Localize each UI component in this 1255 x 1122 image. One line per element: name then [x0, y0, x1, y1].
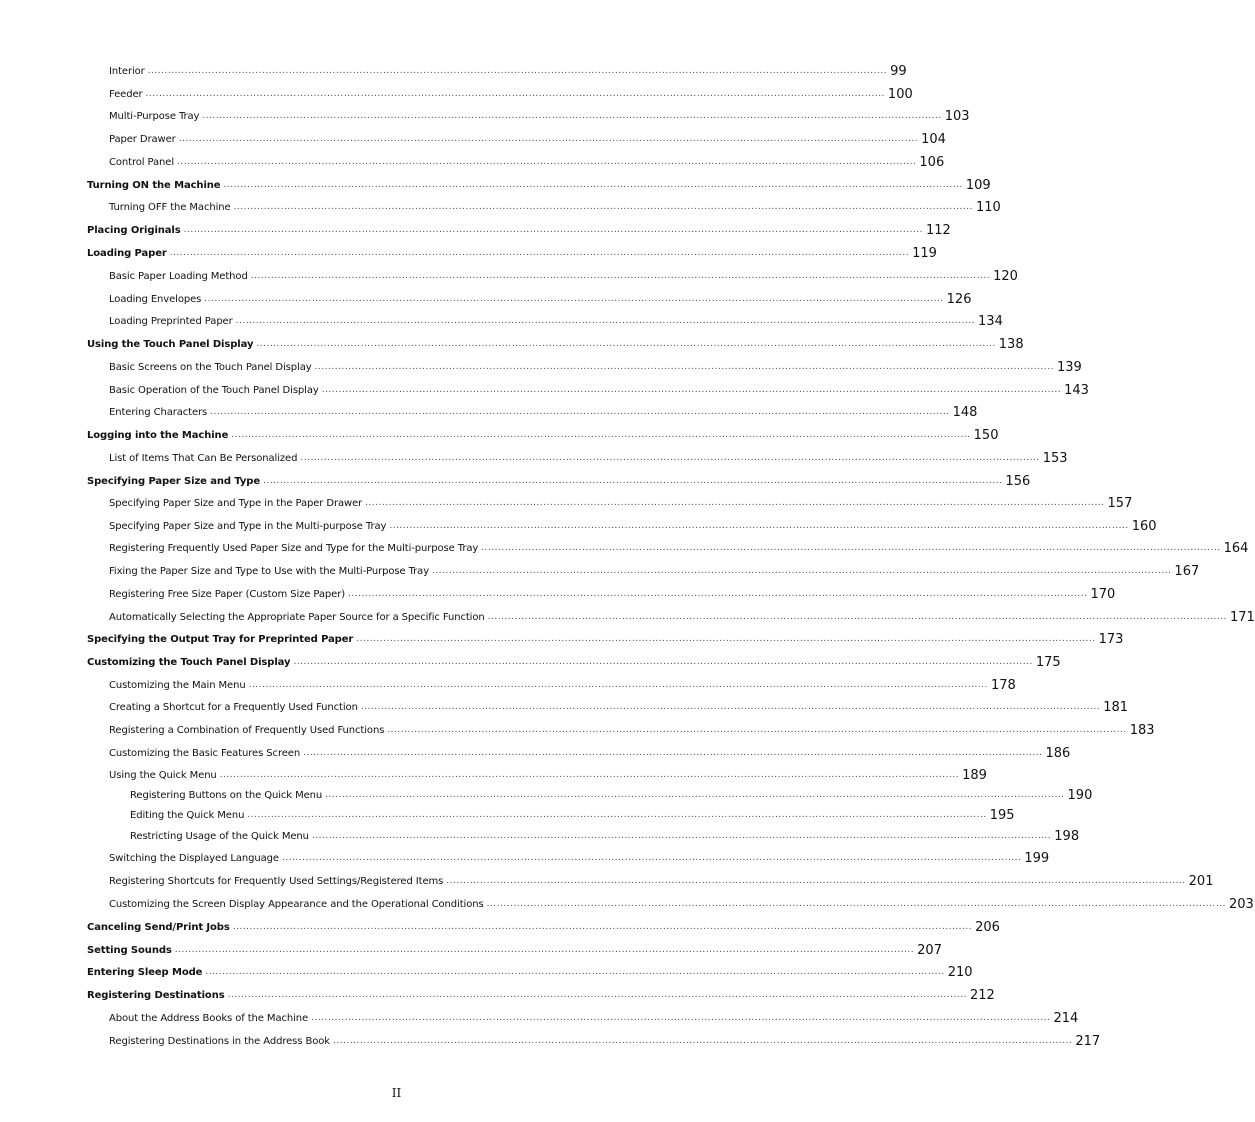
toc-entry[interactable]	[109, 743, 1071, 763]
toc-entry[interactable]	[87, 334, 1024, 354]
page-number: II	[391, 1086, 402, 1100]
toc-entry-page: 183	[1129, 722, 1155, 738]
toc-entry-page: 153	[1042, 450, 1068, 466]
toc-entry[interactable]	[130, 805, 1015, 825]
toc-entry-title: Basic Screens on the Touch Panel Display	[109, 361, 312, 373]
toc-entry[interactable]	[109, 1031, 1101, 1051]
toc-entry[interactable]	[87, 985, 995, 1005]
dot-leader: ............................................................................................................................................................................................................................	[248, 680, 988, 690]
toc-entry-title: Customizing the Screen Display Appearance and the Operational Conditions	[109, 898, 484, 910]
dot-leader: ............................................................................................................................................................................................................................	[227, 990, 967, 1000]
toc-entry-title: List of Items That Can Be Personalized	[109, 452, 298, 464]
dot-leader: ............................................................................................................................................................................................................................	[178, 134, 919, 144]
toc-entry-page: 173	[1098, 631, 1124, 647]
toc-entry-page: 109	[965, 177, 991, 193]
dot-leader: ............................................................................................................................................................................................................................	[314, 362, 1054, 372]
toc-entry[interactable]	[87, 425, 999, 445]
toc-entry-title: Feeder	[109, 88, 143, 100]
toc-entry-page: 199	[1024, 850, 1050, 866]
toc-entry[interactable]	[109, 448, 1068, 468]
toc-entry[interactable]	[109, 584, 1116, 604]
toc-entry-title: Setting Sounds	[87, 944, 172, 956]
toc-entry-page: 210	[947, 964, 973, 980]
toc-entry-page: 181	[1103, 699, 1129, 715]
dot-leader: ............................................................................................................................................................................................................................	[223, 180, 963, 190]
toc-entry-page: 206	[975, 919, 1000, 935]
dot-leader: ............................................................................................................................................................................................................................	[219, 770, 960, 780]
toc-entry-title: Logging into the Machine	[87, 429, 229, 441]
dot-leader: ............................................................................................................................................................................................................................	[481, 543, 1221, 553]
toc-entry-title: Restricting Usage of the Quick Menu	[130, 830, 309, 842]
toc-entry-page: 112	[926, 222, 951, 238]
toc-entry-title: Automatically Selecting the Appropriate Paper Source for a Specific Function	[109, 611, 485, 623]
toc-entry-title: Entering Characters	[109, 406, 208, 418]
dot-leader: ............................................................................................................................................................................................................................	[202, 111, 942, 121]
toc-entry-page: 106	[919, 154, 945, 170]
dot-leader: ............................................................................................................................................................................................................................	[311, 831, 1052, 841]
toc-entry-page: 203	[1228, 896, 1254, 912]
toc-entry[interactable]	[109, 152, 945, 172]
toc-entry[interactable]	[109, 402, 978, 422]
toc-entry-title: Customizing the Touch Panel Display	[87, 656, 291, 668]
toc-entry-page: 198	[1054, 828, 1080, 844]
toc-entry[interactable]	[130, 785, 1093, 805]
dot-leader: ............................................................................................................................................................................................................................	[235, 316, 976, 326]
dot-leader: ............................................................................................................................................................................................................................	[232, 922, 973, 932]
toc-entry-page: 99	[890, 63, 907, 79]
toc-entry-title: Customizing the Basic Features Screen	[109, 747, 301, 759]
toc-entry-page: 160	[1131, 518, 1157, 534]
dot-leader: ............................................................................................................................................................................................................................	[332, 1036, 1073, 1046]
toc-entry-page: 175	[1035, 654, 1061, 670]
toc-entry[interactable]	[109, 607, 1255, 627]
toc-entry-page: 207	[917, 942, 942, 958]
toc-entry-page: 164	[1223, 540, 1249, 556]
toc-entry-page: 134	[978, 313, 1003, 329]
dot-leader: ............................................................................................................................................................................................................................	[281, 853, 1022, 863]
dot-leader: ............................................................................................................................................................................................................................	[247, 810, 987, 820]
toc-entry[interactable]	[87, 220, 951, 240]
toc-entry-page: 120	[993, 268, 1018, 284]
toc-entry-title: Registering Buttons on the Quick Menu	[130, 789, 323, 801]
dot-leader: ............................................................................................................................................................................................................................	[303, 748, 1043, 758]
toc-entry[interactable]	[109, 720, 1155, 740]
dot-leader: ............................................................................................................................................................................................................................	[169, 248, 910, 258]
toc-entry-page: 150	[973, 427, 999, 443]
toc-entry-page: 195	[989, 807, 1015, 823]
toc-entry-title: Paper Drawer	[109, 133, 176, 145]
toc-entry[interactable]	[109, 357, 1082, 377]
toc-entry-title: Using the Touch Panel Display	[87, 338, 254, 350]
toc-entry[interactable]	[87, 243, 937, 263]
toc-entry-page: 189	[962, 767, 987, 783]
dot-leader: ............................................................................................................................................................................................................................	[174, 945, 915, 955]
toc-entry[interactable]	[109, 848, 1050, 868]
toc-entry-page: 167	[1174, 563, 1200, 579]
dot-leader: ............................................................................................................................................................................................................................	[177, 157, 917, 167]
dot-leader: ............................................................................................................................................................................................................................	[446, 876, 1186, 886]
dot-leader: ............................................................................................................................................................................................................................	[263, 476, 1003, 486]
toc-entry[interactable]	[109, 538, 1249, 558]
toc-entry-title: Specifying Paper Size and Type in the Multi-purpose Tray	[109, 520, 387, 532]
toc-entry-page: 126	[946, 291, 972, 307]
toc-entry[interactable]	[109, 561, 1200, 581]
dot-leader: ............................................................................................................................................................................................................................	[145, 89, 885, 99]
toc-entry[interactable]	[109, 289, 972, 309]
dot-leader: ............................................................................................................................................................................................................................	[293, 657, 1033, 667]
toc-entry[interactable]	[109, 1008, 1079, 1028]
toc-entry-title: Multi-Purpose Tray	[109, 110, 200, 122]
toc-entry-title: Entering Sleep Mode	[87, 966, 203, 978]
toc-entry-title: Fixing the Paper Size and Type to Use with the Multi-Purpose Tray	[109, 565, 430, 577]
dot-leader: ............................................................................................................................................................................................................................	[233, 202, 973, 212]
toc-entry[interactable]	[109, 311, 1003, 331]
toc-entry-page: 104	[921, 131, 946, 147]
dot-leader: ............................................................................................................................................................................................................................	[321, 385, 1062, 395]
toc-entry-page: 148	[952, 404, 978, 420]
toc-entry[interactable]	[109, 197, 1001, 217]
toc-entry-page: 119	[912, 245, 937, 261]
toc-entry[interactable]	[109, 516, 1157, 536]
dot-leader: ............................................................................................................................................................................................................................	[311, 1013, 1051, 1023]
toc-entry[interactable]	[109, 266, 1018, 286]
dot-leader: ............................................................................................................................................................................................................................	[356, 634, 1096, 644]
toc-entry[interactable]	[109, 894, 1254, 914]
toc-entry[interactable]	[109, 106, 970, 126]
toc-entry-title: Interior	[109, 65, 145, 77]
toc-entry-title: Customizing the Main Menu	[109, 679, 246, 691]
toc-entry-title: Loading Paper	[87, 247, 167, 259]
toc-entry[interactable]	[87, 629, 1124, 649]
toc-entry-title: Turning ON the Machine	[87, 179, 221, 191]
dot-leader: ............................................................................................................................................................................................................................	[147, 66, 888, 76]
dot-leader: ............................................................................................................................................................................................................................	[486, 899, 1226, 909]
toc-entry-page: 217	[1075, 1033, 1101, 1049]
toc-entry-title: Specifying the Output Tray for Preprinted Paper	[87, 633, 354, 645]
dot-leader: ............................................................................................................................................................................................................................	[360, 702, 1101, 712]
toc-entry-title: Registering Free Size Paper (Custom Size Paper)	[109, 588, 346, 600]
toc-entry-page: 139	[1056, 359, 1082, 375]
toc-entry-title: Editing the Quick Menu	[130, 809, 245, 821]
toc-entry[interactable]	[87, 940, 942, 960]
toc-entry-title: Basic Paper Loading Method	[109, 270, 248, 282]
toc-entry-title: Creating a Shortcut for a Frequently Used Function	[109, 701, 358, 713]
toc-entry-page: 170	[1090, 586, 1116, 602]
toc-entry-title: Placing Originals	[87, 224, 181, 236]
dot-leader: ............................................................................................................................................................................................................................	[256, 339, 996, 349]
toc-entry-page: 100	[887, 86, 913, 102]
toc-entry-title: Registering Destinations in the Address Book	[109, 1035, 330, 1047]
toc-entry-title: Specifying Paper Size and Type in the Paper Drawer	[109, 497, 363, 509]
toc-entry-page: 171	[1230, 609, 1255, 625]
toc-entry-title: Registering Shortcuts for Frequently Used Settings/Registered Items	[109, 875, 444, 887]
toc-entry[interactable]	[130, 826, 1080, 846]
toc-entry-title: Turning OFF the Machine	[109, 201, 231, 213]
toc-entry-page: 138	[998, 336, 1024, 352]
dot-leader: ............................................................................................................................................................................................................................	[387, 725, 1127, 735]
toc-entry-title: Using the Quick Menu	[109, 769, 217, 781]
dot-leader: ............................................................................................................................................................................................................................	[204, 294, 944, 304]
toc-entry[interactable]	[109, 61, 907, 81]
toc-entry[interactable]	[109, 697, 1129, 717]
dot-leader: ............................................................................................................................................................................................................................	[300, 453, 1040, 463]
toc-entry-page: 201	[1188, 873, 1214, 889]
toc-entry[interactable]	[109, 380, 1089, 400]
toc-entry-page: 212	[969, 987, 995, 1003]
dot-leader: ............................................................................................................................................................................................................................	[210, 407, 950, 417]
toc-entry-page: 157	[1107, 495, 1133, 511]
dot-leader: ............................................................................................................................................................................................................................	[205, 967, 945, 977]
toc-entry[interactable]	[109, 871, 1214, 891]
toc-entry-page: 214	[1053, 1010, 1079, 1026]
toc-entry-title: Switching the Displayed Language	[109, 852, 279, 864]
dot-leader: ............................................................................................................................................................................................................................	[250, 271, 991, 281]
toc-entry[interactable]	[109, 765, 987, 785]
toc-entry-page: 178	[990, 677, 1016, 693]
toc-entry-page: 156	[1005, 473, 1031, 489]
toc-entry-title: About the Address Books of the Machine	[109, 1012, 309, 1024]
toc-entry-title: Registering Frequently Used Paper Size and Type for the Multi-purpose Tray	[109, 542, 479, 554]
dot-leader: ............................................................................................................................................................................................................................	[231, 430, 971, 440]
toc-entry-title: Loading Preprinted Paper	[109, 315, 233, 327]
toc-entry-title: Registering Destinations	[87, 989, 225, 1001]
toc-entry[interactable]	[109, 493, 1133, 513]
toc-entry[interactable]	[87, 652, 1061, 672]
toc-entry[interactable]	[87, 471, 1031, 491]
dot-leader: ............................................................................................................................................................................................................................	[389, 521, 1129, 531]
toc-entry-title: Specifying Paper Size and Type	[87, 475, 261, 487]
toc-entry-title: Control Panel	[109, 156, 175, 168]
toc-entry-title: Basic Operation of the Touch Panel Display	[109, 384, 319, 396]
dot-leader: ............................................................................................................................................................................................................................	[487, 612, 1227, 622]
toc-entry[interactable]	[87, 175, 991, 195]
dot-leader: ............................................................................................................................................................................................................................	[432, 566, 1172, 576]
toc-entry-title: Canceling Send/Print Jobs	[87, 921, 230, 933]
toc-entry-title: Loading Envelopes	[109, 293, 202, 305]
dot-leader: ............................................................................................................................................................................................................................	[365, 498, 1105, 508]
toc-entry[interactable]	[87, 917, 1000, 937]
toc-entry-page: 143	[1064, 382, 1089, 398]
toc-entry-page: 103	[944, 108, 970, 124]
toc-entry-page: 110	[975, 199, 1001, 215]
toc-entry[interactable]	[109, 84, 913, 104]
toc-entry[interactable]	[87, 962, 973, 982]
toc-entry-page: 190	[1067, 787, 1093, 803]
dot-leader: ............................................................................................................................................................................................................................	[325, 790, 1065, 800]
dot-leader: ............................................................................................................................................................................................................................	[348, 589, 1088, 599]
toc-entry[interactable]	[109, 129, 946, 149]
toc-entry[interactable]	[109, 675, 1016, 695]
toc-entry-title: Registering a Combination of Frequently Used Functions	[109, 724, 385, 736]
dot-leader: ............................................................................................................................................................................................................................	[183, 225, 924, 235]
toc-entry-page: 186	[1045, 745, 1071, 761]
